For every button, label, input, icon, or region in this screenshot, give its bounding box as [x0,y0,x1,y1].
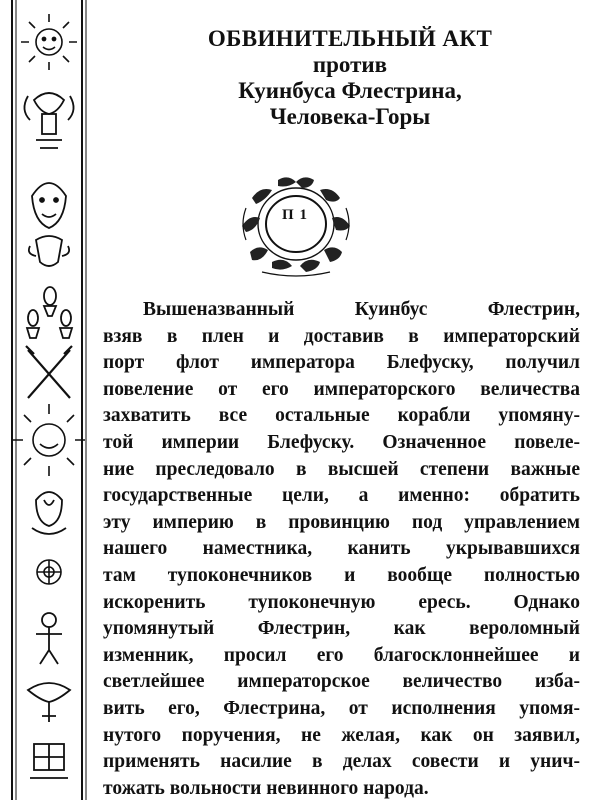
heading-name: Куинбуса Флестрина, [238,78,462,103]
body-line: нашего наместника, канить укрывавшихся [103,538,580,560]
bottom-crest-icon [30,744,68,778]
vignette-mark: П 1 [282,207,308,223]
mask-icon [32,183,66,228]
heading-against: против [312,52,388,77]
ornamental-border [6,0,92,800]
wreath-vignette-icon [232,168,360,280]
body-line: взяв в плен и доставив в императорский [103,325,580,347]
body-line: применять насилие в делах совести и унич- [103,751,580,773]
body-line: там тупоконечников и вообще полностью [103,564,580,586]
vignette [232,168,360,280]
body-line: захватить все остальные корабли упомяну- [103,405,580,427]
heading-epithet: Человека-Горы [269,104,431,129]
ornamental-border-art [6,0,92,800]
body-line: изменник, просил его благосклоннейшее и [103,644,580,666]
heading-title: ОБВИНИТЕЛЬНЫЙ АКТ [207,26,493,51]
indictment-body [103,297,580,802]
body-line: повеление от его императорского величества [103,378,580,400]
body-line: порт флот императора Блефуску, получил [103,352,580,374]
body-line: нутого поручения, не желая, как он заявил, [103,724,580,746]
body-line: ние преследовало в высшей степени важные [103,458,580,480]
body-line: вить его, Флестрина, от исполнения упомя- [103,697,580,719]
body-line: Вышеназванный Куинбус Флестрин, [143,299,580,320]
body-line: искоренить тупоконечную ересь. Однако [103,591,580,613]
body-line: упомянутый Флестрин, как вероломный [103,618,580,640]
body-line: тожать вольности невинного народа. [103,777,429,799]
body-line: эту империю в провинцию под управлением [103,511,580,533]
body-line: светлейшее императорское величество изба- [103,671,580,693]
bird-emblem-icon [28,683,70,722]
sun-face-icon [21,14,77,70]
egg-cups-icon [27,287,72,338]
urn-icon [29,236,69,266]
sunburst-icon [13,404,85,476]
body-line: государственные цели, а именно: обратить [103,485,580,507]
body-line: той империи Блефуску. Означенное повеле- [103,431,580,453]
eagle-emblem-icon [24,93,73,148]
figure-icon [36,613,62,664]
rosette-icon [37,560,61,584]
moon-crest-icon [32,492,66,534]
crossed-knives-icon [26,346,72,398]
document-heading [120,26,580,130]
